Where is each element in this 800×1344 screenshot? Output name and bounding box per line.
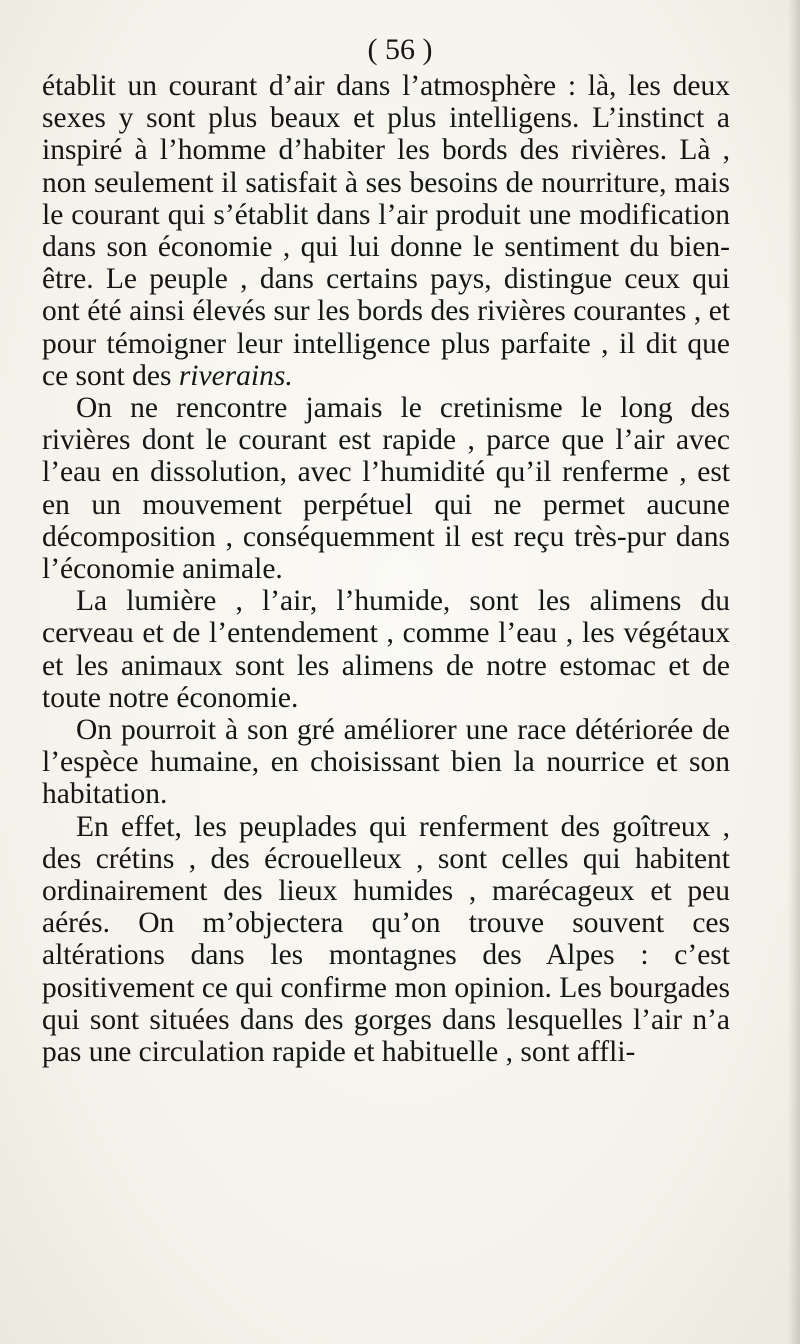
paragraph-5: En effet, les peuplades qui renferment des goîtreux , des crétins , des écrouelleux , sont celles qui habitent ordinairement des lieux humides , marécageux et peu aérés. On m’objectera qu’on trouve souvent ces altérations dans les montagnes des Alpes : c’est positivement ce qui confirme mon opinion. Les bourgades qui sont situées dans des gorges dans lesquelles l’air n’a pas une circulation rapide et habituelle , sont affli- bbox=[42, 810, 730, 1069]
page-edge-shadow bbox=[788, 0, 800, 1344]
paragraph-2: On ne rencontre jamais le cretinisme le long des rivières dont le courant est rapide , parce que l’air avec l’eau en dissolution, avec l’humidité qu’il renferme , est en un mouvement perpétuel qui ne permet aucune décomposition , conséquemment il est reçu très-pur dans l’économie animale. bbox=[42, 392, 730, 586]
paragraph-3: La lumière , l’air, l’humide, sont les alimens du cerveau et de l’entendement , comme l’eau , les végétaux et les animaux sont les alimens de notre estomac et de toute notre économie. bbox=[42, 585, 730, 714]
paragraph-1 bbox=[42, 70, 730, 392]
body-text bbox=[42, 70, 730, 1068]
page-number: ( 56 ) bbox=[367, 33, 433, 66]
paragraph-1-italic: riverains. bbox=[178, 359, 293, 392]
paragraph-4: On pourroit à son gré améliorer une race détériorée de l’espèce humaine, en choisissant bien la nourrice et son habitation. bbox=[42, 714, 730, 811]
paragraph-1-text: établit un courant d’air dans l’atmosphère : là, les deux sexes y sont plus beaux et plus intelligens. L’instinct a inspiré à l’homme d’habiter les bords des rivières. Là , non seulement il satisfait à ses besoins de nourriture, mais le courant qui s’établit dans l’air produit une modification dans son économie , qui lui donne le sentiment du bien-être. Le peuple , dans certains pays, distingue ceux qui ont été ainsi élevés sur les bords des rivières courantes , et pour témoigner leur intelligence plus parfaite , il dit que ce sont des bbox=[42, 70, 730, 392]
